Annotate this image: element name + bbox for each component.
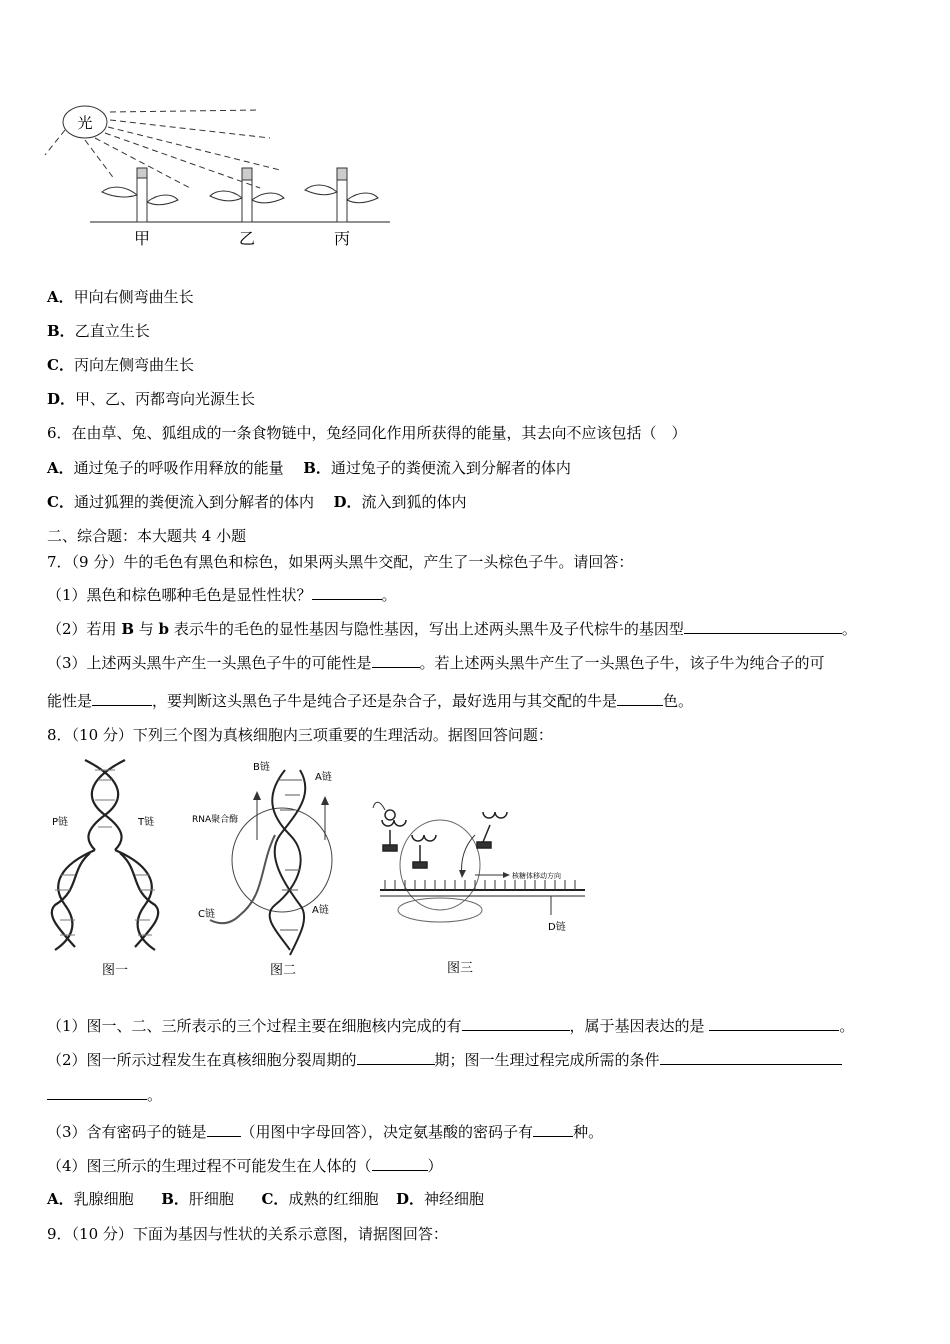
q8-part4: （4）图三所示的生理过程不可能发生在人体的（ ） [47, 1157, 443, 1175]
fig1-p-label: P链 [52, 817, 69, 828]
fig2-caption: 图二 [270, 963, 297, 978]
q8-options: A．乳腺细胞 B．肝细胞 C．成熟的红细胞 D．神经细胞 [47, 1190, 485, 1208]
fig1-t-label: T链 [138, 817, 155, 828]
figure-3-translation [365, 790, 590, 980]
q5-option-a: A．甲向右侧弯曲生长 [47, 288, 194, 306]
answer-blank[interactable] [357, 1049, 435, 1065]
answer-blank[interactable] [462, 1015, 570, 1031]
q8-stem: 8．（10 分）下列三个图为真核细胞内三项重要的生理活动。据图回答问题： [47, 726, 553, 744]
plant-bing [305, 168, 378, 222]
phototropism-figure [40, 100, 400, 255]
answer-blank[interactable] [684, 618, 842, 634]
fig3-d-label: D链 [548, 922, 566, 933]
label-bing: 丙 [333, 229, 351, 248]
answer-blank[interactable] [709, 1015, 839, 1031]
fig1-caption: 图一 [102, 963, 129, 978]
answer-blank[interactable] [617, 690, 663, 706]
q5-option-b: B．乙直立生长 [47, 322, 150, 340]
q7-stem: 7．（9 分）牛的毛色有黑色和棕色，如果两头黑牛交配，产生了一头棕色子牛。请回答： [47, 553, 634, 571]
fig2-rna-polymerase-label: RNA聚合酶 [192, 815, 239, 825]
q5-option-d: D．甲、乙、丙都弯向光源生长 [47, 390, 256, 408]
q8-part1: （1）图一、二、三所表示的三个过程主要在细胞核内完成的有 ，属于基因表达的是 。 [47, 1017, 855, 1035]
q6-options-ab: A．通过兔子的呼吸作用释放的能量 B．通过兔子的粪便流入到分解者的体内 [47, 459, 571, 477]
label-yi: 乙 [238, 229, 256, 248]
figure-2-transcription [190, 755, 355, 980]
section-title: 二、综合题：本大题共 4 小题 [47, 527, 247, 545]
answer-blank[interactable] [372, 1155, 428, 1171]
fig2-a-label: A链 [315, 772, 332, 783]
q5-option-c: C．丙向左侧弯曲生长 [47, 356, 194, 374]
figure-1-dna-replication [40, 755, 180, 980]
fig3-caption: 图三 [447, 961, 474, 976]
q7-part3-line1: （3）上述两头黑牛产生一头黑色子牛的可能性是 。若上述两头黑牛产生了一头黑色子牛，该子牛为纯合子的可 [47, 654, 825, 672]
plant-yi [210, 168, 284, 222]
answer-blank[interactable] [47, 1084, 147, 1100]
q9-stem: 9．（10 分）下面为基因与性状的关系示意图，请据图回答： [47, 1225, 448, 1243]
fig3-direction-label: 核糖体移动方向 [512, 872, 561, 880]
q7-part2: （2）若用 B 与 b 表示牛的毛色的显性基因与隐性基因，写出上述两头黑牛及子代棕牛的基因型 。 [47, 620, 857, 638]
q7-part1: （1）黑色和棕色哪种毛色是显性性状？ 。 [47, 586, 397, 604]
label-jia: 甲 [133, 229, 151, 248]
fig2-b-label: B链 [253, 762, 270, 773]
answer-blank[interactable] [372, 652, 420, 668]
fig2-a2-label: A链 [312, 905, 329, 916]
answer-blank[interactable] [533, 1121, 573, 1137]
answer-blank[interactable] [207, 1121, 241, 1137]
answer-blank[interactable] [92, 690, 152, 706]
q6-options-cd: C．通过狐狸的粪便流入到分解者的体内 D．流入到狐的体内 [47, 493, 467, 511]
q8-part3: （3）含有密码子的链是 （用图中字母回答），决定氨基酸的密码子有 种。 [47, 1123, 604, 1141]
fig2-c-label: C链 [198, 909, 215, 920]
sun-label: 光 [77, 114, 93, 132]
answer-blank[interactable] [660, 1049, 842, 1065]
q7-part3-line2: 能性是 ，要判断这头黑色子牛是纯合子还是杂合子，最好选用与其交配的牛是 色。 [47, 692, 694, 710]
answer-blank[interactable] [312, 584, 382, 600]
q8-part2: （2）图一所示过程发生在真核细胞分裂周期的 期；图一生理过程完成所需的条件 [47, 1049, 842, 1070]
q6-stem: 6．在由草、兔、狐组成的一条食物链中，兔经同化作用所获得的能量，其去向不应该包括（ ） [47, 424, 687, 442]
q8-part2-cont: 。 [47, 1084, 162, 1105]
